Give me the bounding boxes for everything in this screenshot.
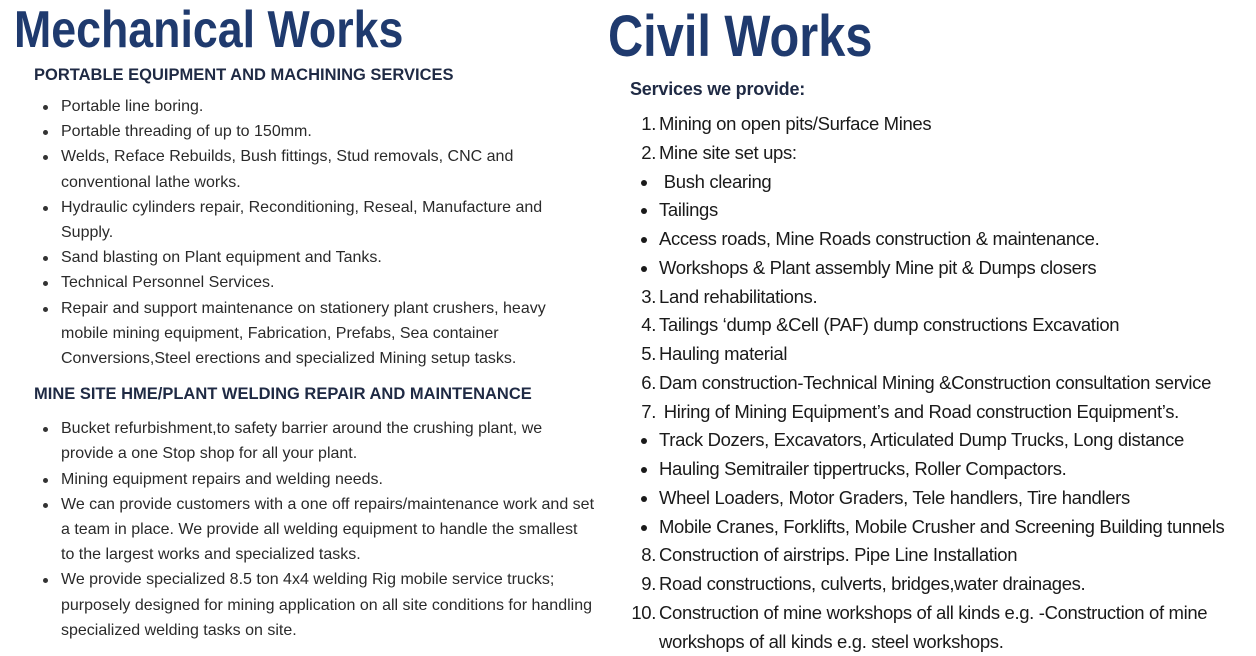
- list-item-text: Land rehabilitations.: [659, 285, 818, 307]
- list-item-text: Mobile Cranes, Forklifts, Mobile Crusher and Screening Building tunnels: [659, 515, 1225, 537]
- bullet-icon: [43, 307, 48, 312]
- list-item-text: We provide specialized 8.5 ton 4x4 welding Rig mobile service trucks; purposely designed for mining application on all site conditions for handling specialized welding tasks on site.: [61, 571, 592, 639]
- list-item: [608, 426, 1248, 455]
- list-item: [608, 599, 1248, 628]
- list-item: [608, 484, 1248, 513]
- bullet-icon: [43, 478, 48, 483]
- list-item: [14, 492, 594, 568]
- list-item: [14, 270, 594, 295]
- list-item: [608, 196, 1248, 225]
- list-item-text: workshops of all kinds e.g. steel workshops.: [659, 630, 1004, 652]
- list-item-text: Hydraulic cylinders repair, Reconditioning, Reseal, Manufacture and Supply.: [61, 198, 543, 242]
- list-item-text: Portable threading of up to 150mm.: [61, 123, 312, 141]
- list-item: [14, 296, 594, 372]
- list-item: [608, 570, 1248, 599]
- bullet-icon: [641, 467, 647, 473]
- list-item-text: Track Dozers, Excavators, Articulated Dump Trucks, Long distance: [659, 429, 1184, 451]
- list-item-text: Bucket refurbishment,to safety barrier around the crushing plant, we provide a one Stop shop for all your plant.: [61, 420, 543, 463]
- list-item-text: Hiring of Mining Equipment’s and Road construction Equipment’s.: [659, 400, 1179, 422]
- list-item-text: Dam construction-Technical Mining &Construction consultation service: [659, 371, 1212, 393]
- bullet-icon: [43, 105, 48, 110]
- list-item: [14, 119, 594, 144]
- list-item-text: Repair and support maintenance on stationery plant crushers, heavy mobile mining equipment, Fabrication, Prefabs, Sea container Conversions,Steel erections and specialized Mining setup tasks.: [61, 299, 546, 368]
- bullet-icon: [43, 206, 48, 211]
- bullet-icon: [43, 281, 48, 286]
- bullet-icon: [641, 525, 647, 531]
- list-item-text: Tailings ‘dump &Cell (PAF) dump constructions Excavation: [659, 314, 1120, 336]
- list-item-text: We can provide customers with a one off repairs/maintenance work and set a team in place. We provide all welding equipment to handle the smallest to the largest works and specialized tasks.: [61, 495, 595, 564]
- mechanical-works-title: Mechanical Works: [14, 1, 404, 59]
- list-item-text: Portable line boring.: [61, 98, 204, 115]
- list-item: [608, 541, 1248, 570]
- list-item: [608, 225, 1248, 254]
- list-item: [608, 168, 1248, 197]
- civil-works-column: [608, 0, 1248, 656]
- list-item-text: Hauling material: [659, 343, 788, 364]
- list-item-text: Technical Personnel Services.: [61, 274, 275, 292]
- list-number: 4.: [641, 314, 656, 336]
- mechanical-section-heading: MINE SITE HME/PLANT WELDING REPAIR AND MAINTENANCE: [34, 385, 532, 404]
- bullet-icon: [43, 256, 48, 261]
- bullet-icon: [43, 130, 48, 135]
- list-item: [608, 139, 1248, 168]
- list-number: 3.: [641, 285, 656, 307]
- list-item: [14, 144, 594, 194]
- list-item: [608, 254, 1248, 283]
- list-item: [608, 628, 1248, 656]
- bullet-icon: [641, 208, 647, 214]
- list-item: [608, 513, 1248, 542]
- bullet-icon: [43, 427, 48, 432]
- list-item-text: Construction of airstrips. Pipe Line Installation: [659, 544, 1018, 566]
- list-item: [608, 340, 1248, 369]
- list-item-text: Welds, Reface Rebuilds, Bush fittings, Stud removals, CNC and conventional lathe works.: [61, 148, 514, 191]
- list-item: [14, 195, 594, 245]
- list-item: [14, 416, 594, 466]
- civil-services-list: [608, 110, 1248, 656]
- list-item-text: Workshops & Plant assembly Mine pit & Dumps closers: [659, 256, 1097, 278]
- bullet-icon: [43, 578, 48, 583]
- list-item: [608, 283, 1248, 312]
- mechanical-works-column: [14, 0, 594, 643]
- bullet-icon: [43, 155, 48, 160]
- list-item: [14, 94, 594, 119]
- list-item: [608, 398, 1248, 427]
- list-item-text: Tailings: [659, 199, 718, 221]
- list-item: [608, 369, 1248, 398]
- list-number: 6.: [641, 371, 656, 393]
- list-item-text: Hauling Semitrailer tippertrucks, Roller Compactors.: [659, 458, 1067, 479]
- list-number: 7.: [641, 400, 656, 422]
- list-item: [608, 311, 1248, 340]
- list-item: [14, 467, 594, 492]
- civil-services-heading: Services we provide:: [630, 79, 806, 99]
- civil-works-title: Civil Works: [608, 4, 873, 69]
- list-item-text: Bush clearing: [659, 170, 772, 192]
- list-item-text: Road constructions, culverts, bridges,water drainages.: [659, 573, 1086, 594]
- mechanical-bullet-list: [14, 94, 594, 371]
- list-item: [608, 110, 1248, 139]
- list-item-text: Access roads, Mine Roads construction & maintenance.: [659, 228, 1100, 249]
- bullet-icon: [43, 503, 48, 508]
- list-item: [608, 455, 1248, 484]
- bullet-icon: [641, 180, 647, 186]
- bullet-icon: [641, 266, 647, 272]
- list-number: 9.: [641, 573, 656, 594]
- list-item-text: Construction of mine workshops of all kinds e.g. -Construction of mine: [659, 601, 1208, 623]
- list-item-text: Wheel Loaders, Motor Graders, Tele handlers, Tire handlers: [659, 486, 1130, 508]
- list-item-text: Mine site set ups:: [659, 141, 797, 163]
- list-number: 1.: [641, 113, 656, 134]
- list-item-text: Mining on open pits/Surface Mines: [659, 113, 932, 134]
- mechanical-section-heading: PORTABLE EQUIPMENT AND MACHINING SERVICES: [34, 66, 454, 84]
- list-number: 10.: [631, 601, 656, 623]
- list-item-text: Mining equipment repairs and welding needs.: [61, 470, 383, 488]
- list-item-text: Sand blasting on Plant equipment and Tanks.: [61, 249, 382, 267]
- list-number: 8.: [641, 544, 656, 566]
- list-item: [14, 567, 594, 643]
- list-item: [14, 245, 594, 270]
- list-number: 5.: [641, 343, 656, 364]
- mechanical-sections: [14, 66, 594, 643]
- bullet-icon: [641, 237, 647, 243]
- list-number: 2.: [641, 141, 656, 163]
- bullet-icon: [641, 438, 647, 444]
- bullet-icon: [641, 496, 647, 502]
- mechanical-bullet-list: [14, 416, 594, 643]
